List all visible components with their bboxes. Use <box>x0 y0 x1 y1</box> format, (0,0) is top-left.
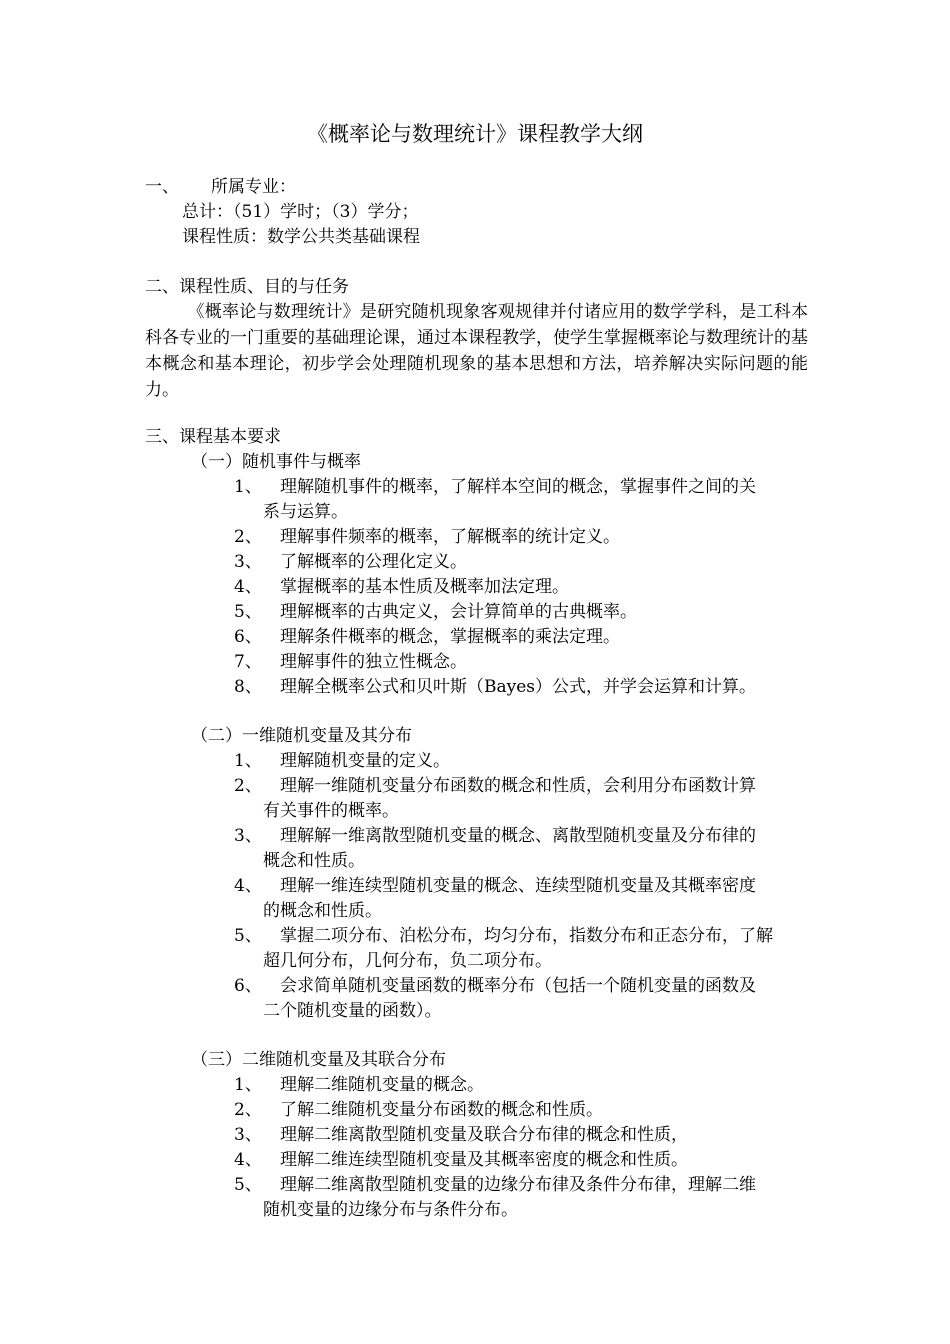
list-item-text: 了解二维随机变量分布函数的概念和性质。 <box>280 1100 603 1120</box>
list-item-number: 1、 <box>234 477 262 497</box>
list-item-text: 理解解一维离散型随机变量的概念、离散型随机变量及分布律的 <box>280 826 756 846</box>
section-3-heading: 三、课程基本要求 <box>145 427 281 447</box>
list-item-number: 5、 <box>234 926 262 946</box>
list-item-number: 4、 <box>234 577 262 597</box>
list-item-text: 理解随机事件的概率，了解样本空间的概念，掌握事件之间的关 <box>280 477 756 497</box>
list-item-number: 5、 <box>234 1175 262 1195</box>
subsection-title: （三）二维随机变量及其联合分布 <box>191 1050 446 1070</box>
list-item-text: 理解条件概率的概念，掌握概率的乘法定理。 <box>280 627 620 647</box>
list-item-number: 2、 <box>234 527 262 547</box>
list-item-text: 理解事件的独立性概念。 <box>280 652 467 672</box>
list-item-text: 随机变量的边缘分布与条件分布。 <box>263 1200 518 1220</box>
list-item-number: 2、 <box>234 776 262 796</box>
list-item-number: 1、 <box>234 1075 262 1095</box>
list-item-text: 理解概率的古典定义，会计算简单的古典概率。 <box>280 602 637 622</box>
list-item-text: 二个随机变量的函数）。 <box>263 1001 442 1021</box>
list-item-text: 了解概率的公理化定义。 <box>280 552 467 572</box>
list-item-number: 5、 <box>234 602 262 622</box>
subsection-title: （二）一维随机变量及其分布 <box>191 726 412 746</box>
section-2-body: 《概率论与数理统计》是研究随机现象客观规律并付诸应用的数学学科，是工科本科各专业的一门重要的基础理论课，通过本课程教学，使学生掌握概率论与数理统计的基本概念和基本理论，初步学会处理随机现象的基本思想和方法，培养解决实际问题的能力。 <box>145 302 808 400</box>
section-1-number: 一、 <box>145 177 179 197</box>
list-item-number: 4、 <box>234 1150 262 1170</box>
list-item-text: 理解事件频率的概率，了解概率的统计定义。 <box>280 527 620 547</box>
list-item-number: 1、 <box>234 751 262 771</box>
list-item-text: 超几何分布，几何分布，负二项分布。 <box>263 951 552 971</box>
list-item-text: 理解随机变量的定义。 <box>280 751 450 771</box>
list-item-text: 掌握概率的基本性质及概率加法定理。 <box>280 577 569 597</box>
list-item-number: 3、 <box>234 826 262 846</box>
list-item-text: 系与运算。 <box>263 502 348 522</box>
list-item-text: 理解一维连续型随机变量的概念、连续型随机变量及其概率密度 <box>280 876 756 896</box>
list-item-text: 理解二维离散型随机变量的边缘分布律及条件分布律，理解二维 <box>280 1175 756 1195</box>
list-item-number: 4、 <box>234 876 262 896</box>
list-item-text: 的概念和性质。 <box>263 901 382 921</box>
document-title: 《概率论与数理统计》课程教学大纲 <box>307 122 643 146</box>
list-item-number: 8、 <box>234 677 262 697</box>
list-item-text: 理解二维连续型随机变量及其概率密度的概念和性质。 <box>280 1150 688 1170</box>
section-2-heading: 二、课程性质、目的与任务 <box>145 277 349 297</box>
list-item-number: 3、 <box>234 552 262 572</box>
list-item-number: 3、 <box>234 1125 262 1145</box>
list-item-text: 理解二维离散型随机变量及联合分布律的概念和性质， <box>280 1125 688 1145</box>
subsection-title: （一）随机事件与概率 <box>191 452 361 472</box>
section-1-heading: 所属专业： <box>211 177 296 197</box>
list-item-number: 6、 <box>234 627 262 647</box>
course-nature: 课程性质：数学公共类基础课程 <box>182 227 420 247</box>
list-item-text: 理解二维随机变量的概念。 <box>280 1075 484 1095</box>
credit-hours: 总计：（51）学时；（3）学分； <box>182 202 419 222</box>
list-item-text: 理解一维随机变量分布函数的概念和性质，会利用分布函数计算 <box>280 776 756 796</box>
list-item-text: 会求简单随机变量函数的概率分布（包括一个随机变量的函数及 <box>280 976 756 996</box>
list-item-text: 理解全概率公式和贝叶斯（Bayes）公式，并学会运算和计算。 <box>280 677 757 697</box>
list-item-text: 概念和性质。 <box>263 851 365 871</box>
list-item-number: 2、 <box>234 1100 262 1120</box>
list-item-number: 7、 <box>234 652 262 672</box>
list-item-text: 有关事件的概率。 <box>263 801 399 821</box>
list-item-number: 6、 <box>234 976 262 996</box>
list-item-text: 掌握二项分布、泊松分布，均匀分布，指数分布和正态分布，了解 <box>280 926 773 946</box>
